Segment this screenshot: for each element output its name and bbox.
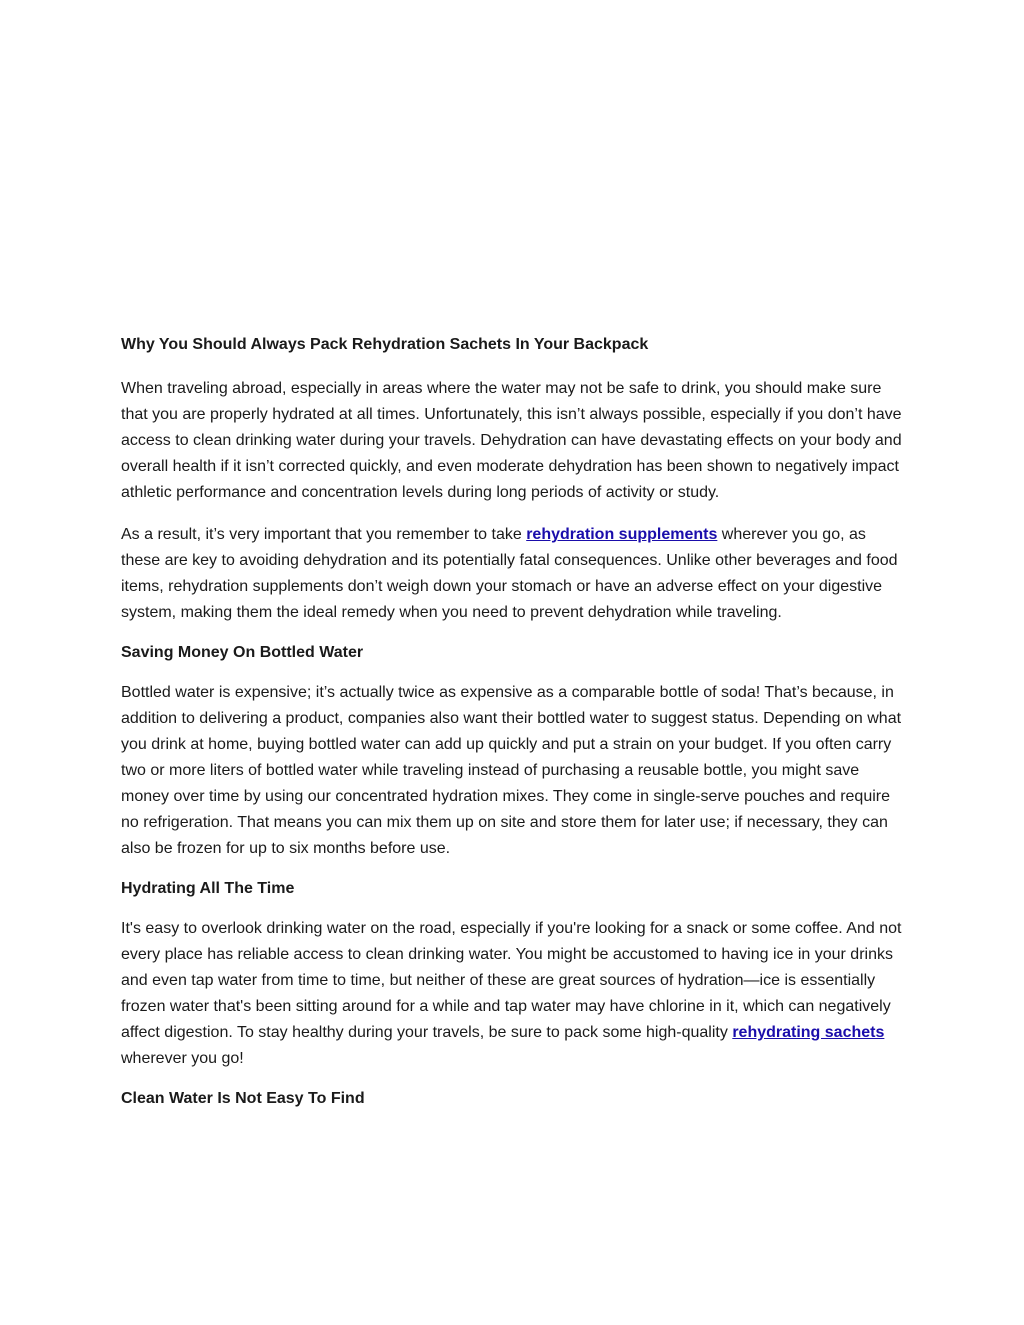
paragraph-text: It's easy to overlook drinking water on the road, especially if you're looking for a snack or some coffee. And not every place has reliable access to clean drinking water. You might be accustomed to having ice in your drinks and even tap water from time to time, but neither of these are great sources of hydration—ice is essentially frozen water that's been sitting around for a while and tap water may have chlorine in it, which can negatively affect digestion. To stay healthy during your travels, be sure to pack some high-quality bbox=[121, 920, 902, 1041]
paragraph-text: wherever you go! bbox=[121, 1050, 244, 1067]
section-body-hydrating bbox=[121, 916, 907, 1072]
document-body bbox=[121, 334, 907, 1126]
section-heading-clean-water: Clean Water Is Not Easy To Find bbox=[121, 1090, 365, 1107]
paragraph-supplements bbox=[121, 522, 907, 626]
section-heading-hydrating: Hydrating All The Time bbox=[121, 880, 295, 897]
section-body-saving-money: Bottled water is expensive; it’s actually twice as expensive as a comparable bottle of soda! That’s because, in addition to delivering a product, companies also want their bottled water to suggest status. Depending on what you drink at home, buying bottled water can add up quickly and put a strain on your budget. If you often carry two or more liters of bottled water while traveling instead of purchasing a reusable bottle, you might save money over time by using our concentrated hydration mixes. They come in single-serve pouches and require no refrigeration. That means you can mix them up on site and store them for later use; if necessary, they can also be frozen for up to six months before use. bbox=[121, 684, 902, 857]
rehydration-supplements-link[interactable]: rehydration supplements bbox=[526, 526, 718, 543]
page-title: Why You Should Always Pack Rehydration Sachets In Your Backpack bbox=[121, 336, 649, 353]
section-heading-saving-money: Saving Money On Bottled Water bbox=[121, 644, 364, 661]
rehydrating-sachets-link[interactable]: rehydrating sachets bbox=[732, 1024, 885, 1041]
paragraph-text: wherever you go, as these are key to avoiding dehydration and its potentially fatal consequences. Unlike other beverages and food items, rehydration supplements don’t weigh down your stomach or have an adverse effect on your digestive system, making them the ideal remedy when you need to prevent dehydration while traveling. bbox=[121, 526, 898, 621]
paragraph-text: As a result, it’s very important that you remember to take bbox=[121, 526, 527, 543]
intro-paragraph: When traveling abroad, especially in areas where the water may not be safe to drink, you should make sure that you are properly hydrated at all times. Unfortunately, this isn’t always possible, especially if you don’t have access to clean drinking water during your travels. Dehydration can have devastating effects on your body and overall health if it isn’t corrected quickly, and even moderate dehydration has been shown to negatively impact athletic performance and concentration levels during long periods of activity or study. bbox=[121, 380, 902, 501]
